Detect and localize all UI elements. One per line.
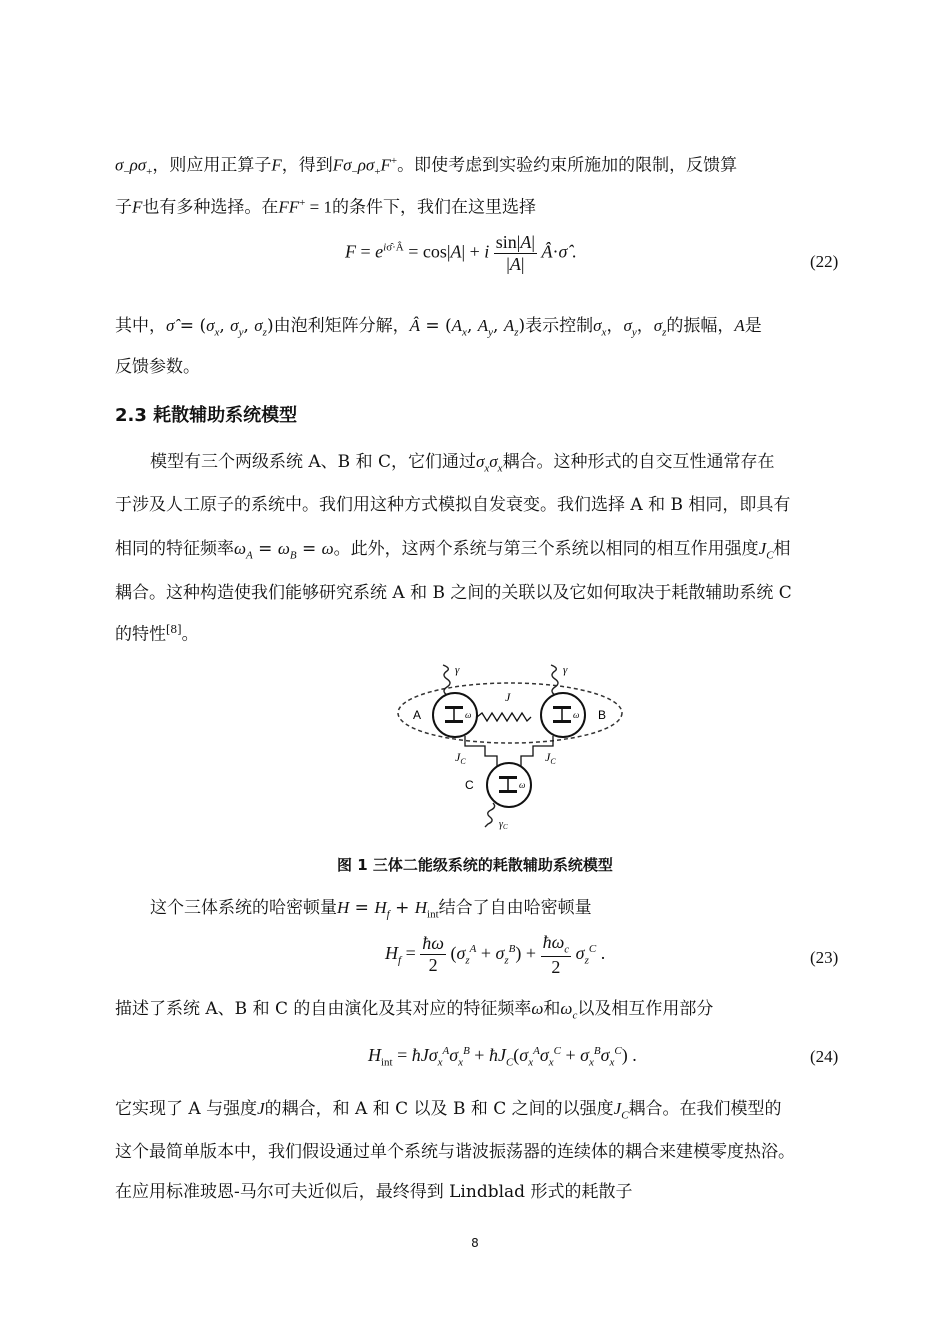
label-jc-right: $J_C$ [545,750,556,766]
gamma-label-b: γ [563,664,568,676]
para1-line2: 子F也有多种选择。在FF+ = 1的条件下，我们在这里选择 [115,197,536,218]
equation-22-number: (22) [810,252,839,271]
para5-line1: 描述了系统 A、B 和 C 的自由演化及其对应的特征频率ω和$\omega_c$以及相互作用部分 [115,999,714,1022]
citation-ref: [8] [166,623,182,636]
para2-line1: 其中，σ̂ = ($\sigma_x$, $\sigma_y$, $\sigma_z$)由泡利矩阵分解，Â = ($A_x$, $A_y$, $A_z$)表示控制$\sigma_x$，$\sigma_y$，$\sigma_z$的振幅，A是 [115,316,762,339]
omega-label-c: ω [519,780,526,790]
equation-23: $H_f$ = $\frac{ħ\omega}{2}$ $(\sigma_z^A + \sigma_z^B)$ + $\frac{ħ\omega_c}{2}$ $\sigma_z^C$ . [385,932,606,977]
label-c: C [465,778,474,792]
equation-22: $F = e^{i\sigmâ\cdot Â} = \cos|A| + i$ $\frac{\sin|A|}{|A|}$ Â·σ̂ . [345,232,577,274]
emission-wave-a [443,665,450,695]
para4-line1: 这个三体系统的哈密顿量$H = H_f + H_{int}$结合了自由哈密顿量 [150,898,592,921]
equation-24-number: (24) [810,1047,839,1066]
label-b: B [598,708,607,722]
para3-line2: 于涉及人工原子的系统中。我们用这种方式模拟自发衰变。我们选择 A 和 B 相同，即具有 [115,495,791,515]
para2-line2: 反馈参数。 [115,357,200,377]
label-jc-left: $J_C$ [455,750,466,766]
emission-wave-c [485,803,495,827]
para6-line3: 在应用标准玻恩-马尔可夫近似后，最终得到 Lindblad 形式的耗散子 [115,1182,633,1202]
coupling-spring-j [477,713,531,721]
para1-line1: $\sigma_-\rho\sigma_+$，则应用正算子F，得到$F\sigma_-\rho\sigma_+F^+$。即使考虑到实验约束所施加的限制，反馈算 [115,155,738,179]
label-a: A [413,708,422,722]
equation-24: $H_{int}$ = $ħJ\sigma_x^A\sigma_x^B$ + $ħJ_C(\sigma_x^A\sigma_x^C + \sigma_x^B\sigma_x^C)$ . [368,1045,637,1069]
para3-line1: 模型有三个两级系统 A、B 和 C，它们通过$\sigma_x\sigma_x$耦合。这种形式的自交互性通常存在 [150,452,775,475]
gamma-c-label: $\gamma_C$ [499,819,508,831]
para6-line1: 它实现了 A 与强度J的耦合，和 A 和 C 以及 B 和 C 之间的以强度$J_C$耦合。在我们模型的 [115,1099,782,1122]
section-heading: 2.3 耗散辅助系统模型 [115,405,298,426]
page-number: 8 [471,1236,479,1250]
para6-line2: 这个最简单版本中，我们假设通过单个系统与谐波振荡器的连续体的耦合来建模零度热浴。 [115,1142,795,1162]
figure-diagram [395,655,635,835]
omega-label-a: ω [465,710,472,720]
omega-label-b: ω [573,710,580,720]
para3-line5: 的特性[8]。 [115,623,199,645]
para3-line4: 耦合。这种构造使我们能够研究系统 A 和 B 之间的关联以及它如何取决于耗散辅助系统 C [115,583,792,603]
gamma-label-a: γ [455,664,460,676]
para3-line3: 相同的特征频率$\omega_A = \omega_B = \omega$。此外，这两个系统与第三个系统以相同的相互作用强度$J_C$相 [115,539,791,562]
label-j: J [505,690,511,704]
figure-caption: 图 1 三体二能级系统的耗散辅助系统模型 [337,856,613,874]
equation-23-number: (23) [810,948,839,967]
emission-wave-b [551,665,558,695]
